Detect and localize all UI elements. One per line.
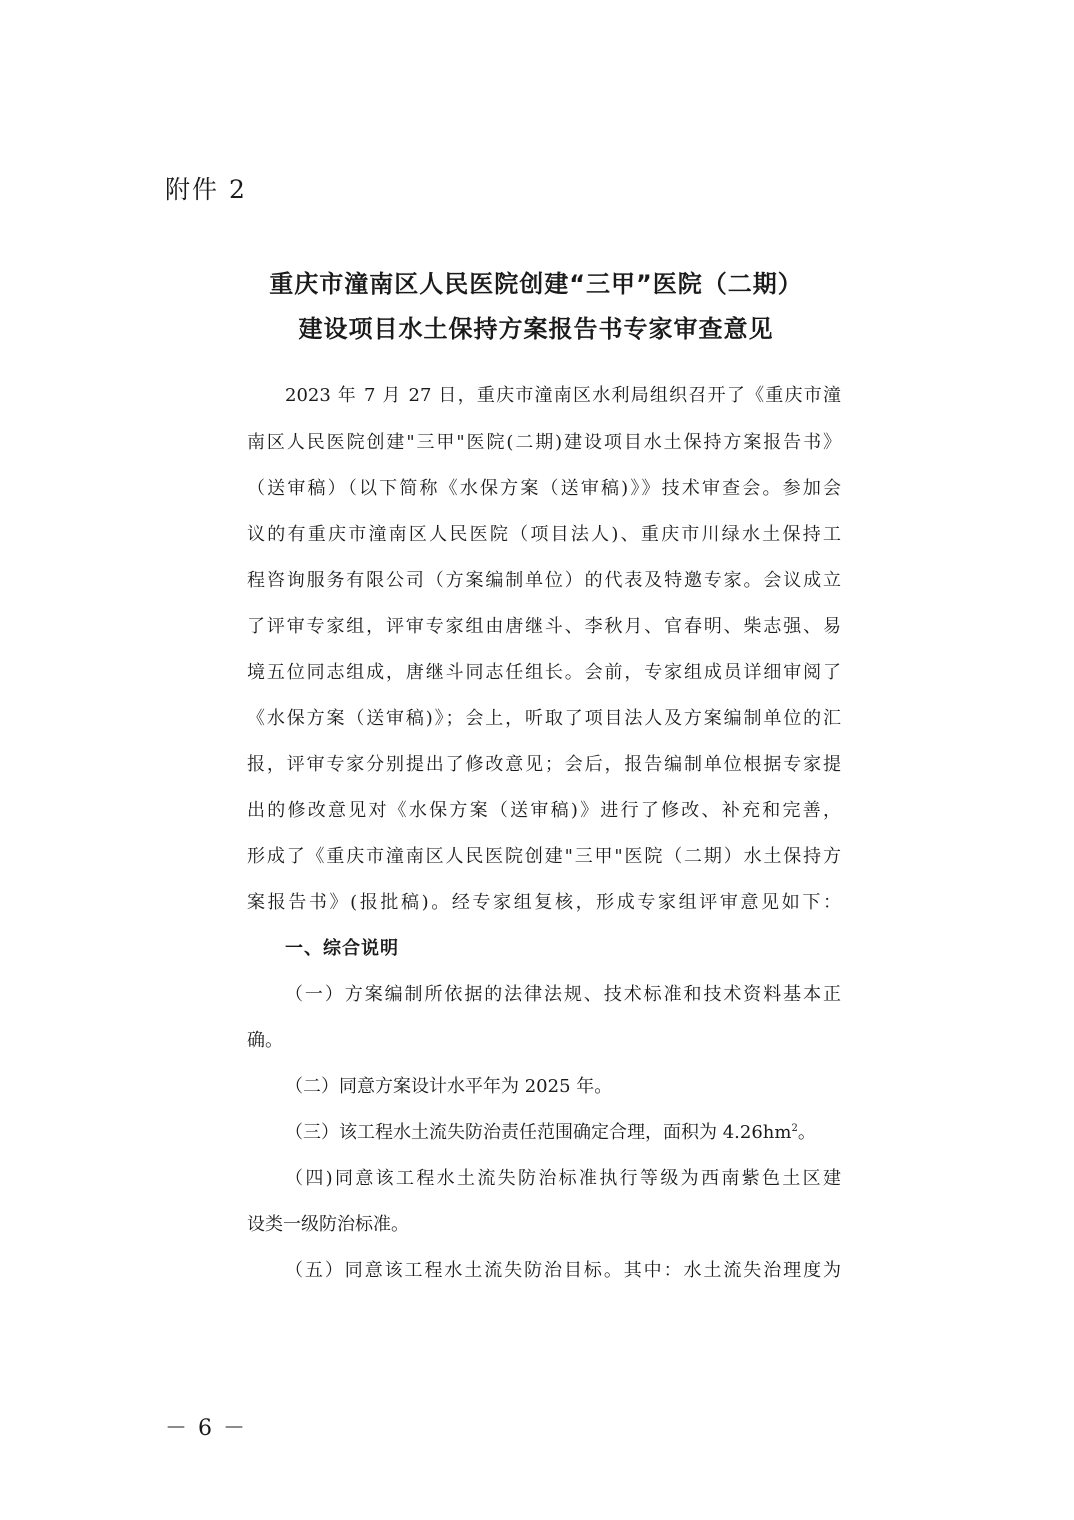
item-1-line-1: （一）方案编制所依据的法律法规、技术标准和技术资料基本正 — [285, 984, 841, 1005]
item-3-end: 。 — [797, 1122, 816, 1143]
page-number: － 6 － — [165, 1416, 247, 1441]
item-3-text: （三）该工程水土流失防治责任范围确定合理，面积为 4.26hm — [285, 1122, 792, 1143]
intro-line: 报，评审专家分别提出了修改意见；会后，报告编制单位根据专家提 — [247, 754, 841, 775]
intro-line: 形成了《重庆市潼南区人民医院创建"三甲"医院（二期）水土保持方 — [247, 846, 841, 867]
item-4-line-2: 设类一级防治标准。 — [247, 1214, 409, 1235]
document-title-line-2: 建设项目水土保持方案报告书专家审查意见 — [298, 315, 774, 343]
intro-line: 程咨询服务有限公司（方案编制单位）的代表及特邀专家。会议成立 — [247, 570, 841, 591]
section-heading: 一、综合说明 — [285, 938, 399, 959]
item-3 — [285, 1120, 841, 1146]
intro-line: 议的有重庆市潼南区人民医院（项目法人)、重庆市川绿水土保持工 — [247, 524, 841, 545]
intro-line: 2023 年 7 月 27 日，重庆市潼南区水利局组织召开了《重庆市潼 — [285, 385, 841, 406]
item-4-line-1: （四)同意该工程水土流失防治标准执行等级为西南紫色土区建 — [285, 1168, 841, 1189]
item-2: （二）同意方案设计水平年为 2025 年。 — [285, 1076, 613, 1097]
item-3-superscript: 2 — [791, 1123, 798, 1134]
document-title-line-1: 重庆市潼南区人民医院创建“三甲”医院（二期） — [269, 270, 803, 298]
intro-line: 境五位同志组成，唐继斗同志任组长。会前，专家组成员详细审阅了 — [247, 662, 841, 683]
item-5: （五）同意该工程水土流失防治目标。其中：水土流失治理度为 — [285, 1260, 841, 1281]
intro-line: 案报告书》(报批稿)。经专家组复核，形成专家组评审意见如下： — [247, 892, 841, 913]
item-1-line-2: 确。 — [247, 1030, 283, 1051]
intro-line: （送审稿）（以下简称《水保方案（送审稿)》》技术审查会。参加会 — [247, 478, 841, 499]
intro-line: 出的修改意见对《水保方案（送审稿)》进行了修改、补充和完善， — [247, 800, 841, 821]
intro-line: 《水保方案（送审稿)》；会上，听取了项目法人及方案编制单位的汇 — [247, 708, 841, 729]
attachment-label: 附件 2 — [165, 175, 247, 204]
intro-line: 南区人民医院创建"三甲"医院(二期)建设项目水土保持方案报告书》 — [247, 432, 841, 453]
intro-line: 了评审专家组，评审专家组由唐继斗、李秋月、官春明、柴志强、易 — [247, 616, 841, 637]
